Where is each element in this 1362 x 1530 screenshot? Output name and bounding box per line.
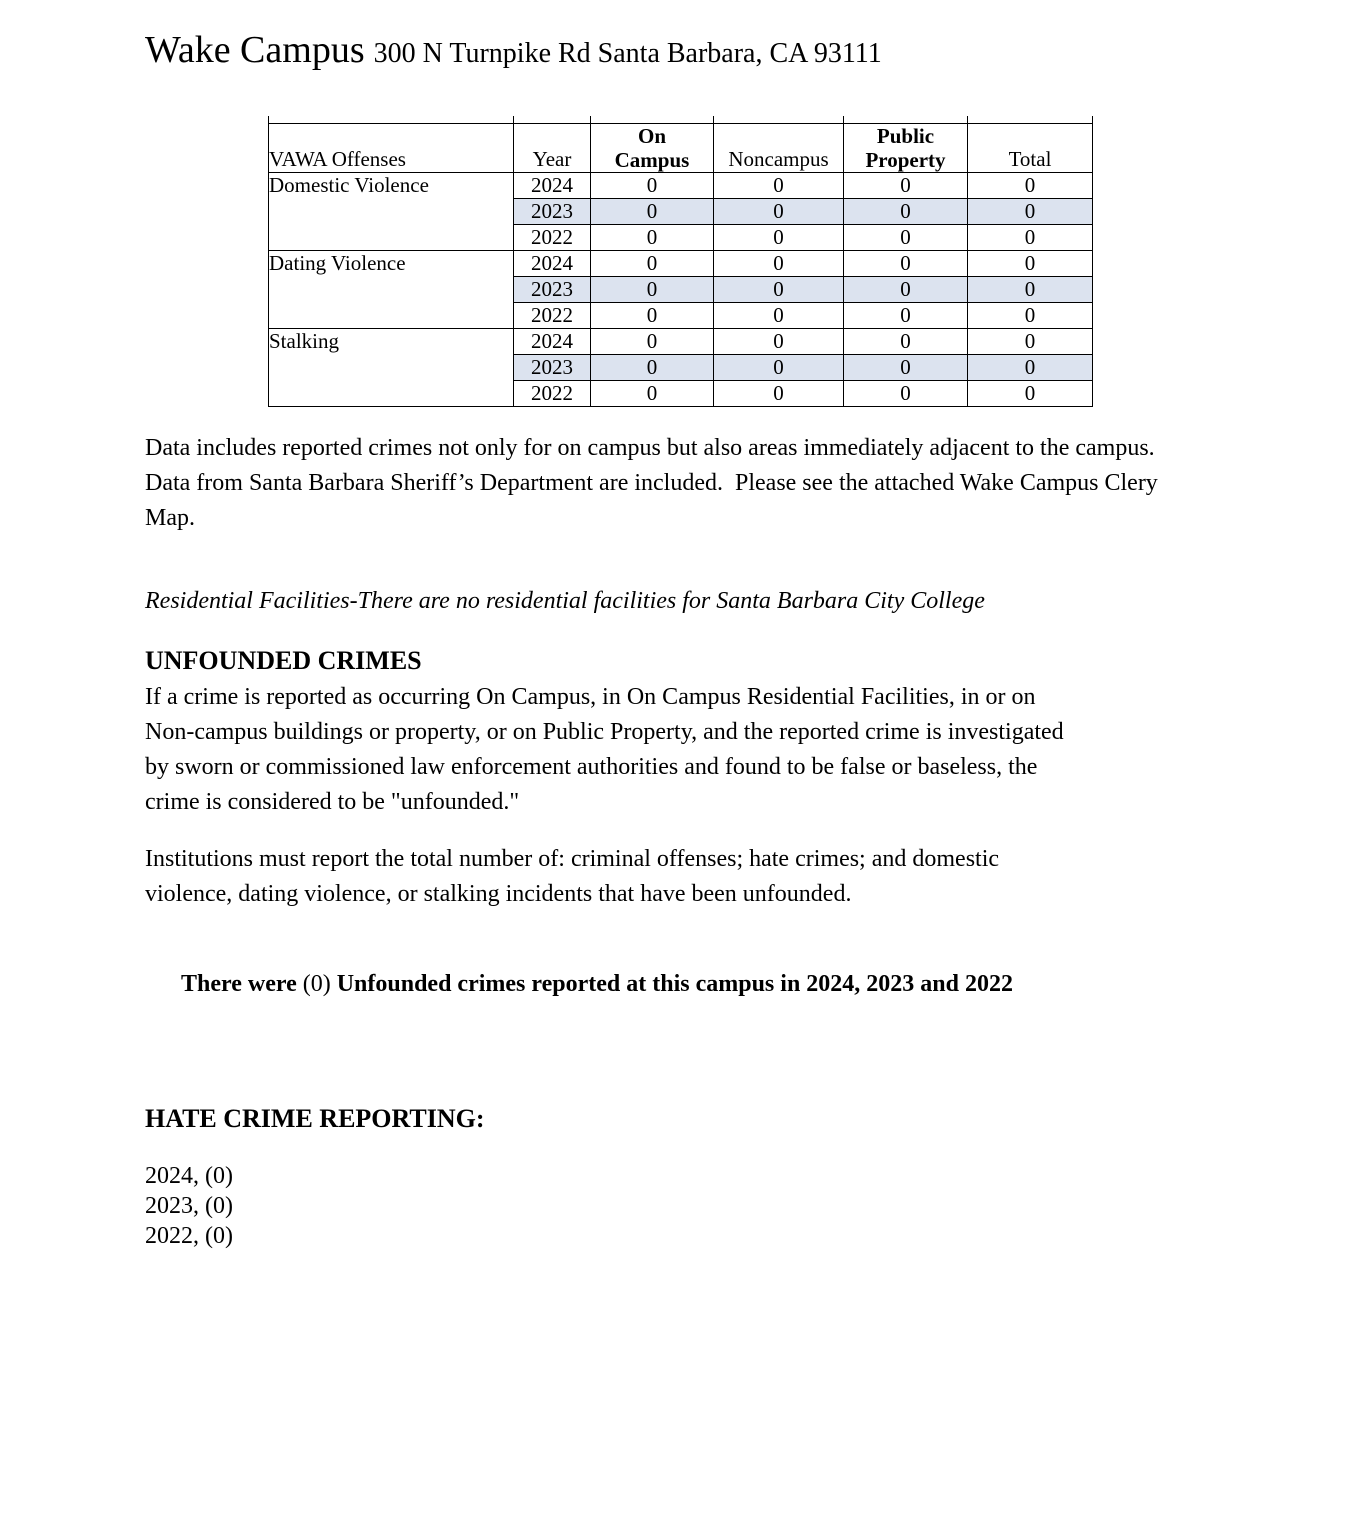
data-note-paragraph: [145, 431, 1262, 536]
on-campus-cell: 0: [591, 173, 714, 199]
header-vawa-offenses: VAWA Offenses: [269, 124, 514, 173]
campus-name: Wake Campus: [145, 29, 365, 71]
table-row: [269, 251, 1093, 277]
document-title: [145, 28, 1262, 80]
offense-label-domestic-violence: Domestic Violence: [269, 173, 514, 251]
unfounded-summary-line: [145, 932, 1262, 1037]
header-public-property-line2: Property: [865, 148, 946, 172]
vawa-offenses-table: [268, 116, 1093, 407]
year-cell: 2024: [514, 173, 591, 199]
hate-crime-reporting-heading: HATE CRIME REPORTING:: [145, 1104, 485, 1133]
noncampus-cell: 0: [714, 381, 844, 407]
header-on-campus: [591, 124, 714, 173]
public-property-cell: 0: [844, 329, 968, 355]
total-cell: 0: [968, 303, 1093, 329]
hate-crime-years-list: [145, 1161, 1262, 1251]
hate-year-line: 2023, (0): [145, 1193, 233, 1219]
institutions-line: Institutions must report the total number of: criminal offenses; hate crimes; and domestic: [145, 846, 1000, 872]
on-campus-cell: 0: [591, 355, 714, 381]
public-property-cell: 0: [844, 251, 968, 277]
header-public-property: [844, 124, 968, 173]
noncampus-cell: 0: [714, 355, 844, 381]
noncampus-cell: 0: [714, 225, 844, 251]
public-property-cell: 0: [844, 355, 968, 381]
on-campus-cell: 0: [591, 225, 714, 251]
public-property-cell: 0: [844, 225, 968, 251]
table-row: [269, 329, 1093, 355]
public-property-cell: 0: [844, 199, 968, 225]
year-cell: 2022: [514, 381, 591, 407]
public-property-cell: 0: [844, 381, 968, 407]
on-campus-cell: 0: [591, 277, 714, 303]
residential-facilities-note: Residential Facilities-There are no residential facilities for Santa Barbara City College: [145, 588, 985, 614]
year-cell: 2022: [514, 225, 591, 251]
unfounded-crimes-heading: UNFOUNDED CRIMES: [145, 646, 422, 675]
unfounded-line: Non-campus buildings or property, or on Public Property, and the reported crime is investigated: [145, 719, 1064, 745]
header-public-property-line1: Public: [876, 124, 935, 148]
year-cell: 2024: [514, 329, 591, 355]
table-row: [269, 173, 1093, 199]
noncampus-cell: 0: [714, 303, 844, 329]
data-note-line: Data includes reported crimes not only for on campus but also areas immediately adjacent to the campus.: [145, 435, 1155, 461]
on-campus-cell: 0: [591, 303, 714, 329]
on-campus-cell: 0: [591, 251, 714, 277]
noncampus-cell: 0: [714, 199, 844, 225]
year-cell: 2023: [514, 355, 591, 381]
noncampus-cell: 0: [714, 277, 844, 303]
on-campus-cell: 0: [591, 199, 714, 225]
table-phantom-row: [269, 116, 1093, 124]
hate-year-line: 2024, (0): [145, 1163, 233, 1189]
unfounded-line: crime is considered to be "unfounded.": [145, 789, 520, 815]
hate-year-line: 2022, (0): [145, 1223, 233, 1249]
unfounded-line: If a crime is reported as occurring On Campus, in On Campus Residential Facilities, in or on: [145, 684, 1036, 710]
on-campus-cell: 0: [591, 381, 714, 407]
table-header-row: [269, 124, 1093, 173]
noncampus-cell: 0: [714, 251, 844, 277]
public-property-cell: 0: [844, 303, 968, 329]
unfounded-crimes-paragraph: [145, 680, 1262, 820]
year-cell: 2023: [514, 277, 591, 303]
offense-label-dating-violence: Dating Violence: [269, 251, 514, 329]
summary-count: (0): [302, 971, 331, 997]
on-campus-cell: 0: [591, 329, 714, 355]
summary-suffix: Unfounded crimes reported at this campus in 2024, 2023 and 2022: [330, 971, 1013, 997]
summary-prefix: There were: [181, 971, 303, 997]
total-cell: 0: [968, 355, 1093, 381]
total-cell: 0: [968, 381, 1093, 407]
noncampus-cell: 0: [714, 329, 844, 355]
header-total: Total: [968, 124, 1093, 173]
public-property-cell: 0: [844, 277, 968, 303]
header-noncampus: Noncampus: [714, 124, 844, 173]
data-note-line: Map.: [145, 505, 195, 531]
header-year: Year: [514, 124, 591, 173]
total-cell: 0: [968, 173, 1093, 199]
total-cell: 0: [968, 251, 1093, 277]
header-on-campus-line2: Campus: [614, 148, 690, 172]
institutions-paragraph: [145, 842, 1262, 912]
year-cell: 2022: [514, 303, 591, 329]
noncampus-cell: 0: [714, 173, 844, 199]
public-property-cell: 0: [844, 173, 968, 199]
data-note-line: Data from Santa Barbara Sheriff’s Department are included. Please see the attached Wake Campus Clery: [145, 470, 1158, 496]
year-cell: 2023: [514, 199, 591, 225]
year-cell: 2024: [514, 251, 591, 277]
offense-label-stalking: Stalking: [269, 329, 514, 407]
unfounded-line: by sworn or commissioned law enforcement authorities and found to be false or baseless, the: [145, 754, 1038, 780]
total-cell: 0: [968, 199, 1093, 225]
header-on-campus-line1: On: [637, 124, 666, 148]
total-cell: 0: [968, 277, 1093, 303]
campus-address: 300 N Turnpike Rd Santa Barbara, CA 93111: [373, 38, 882, 69]
total-cell: 0: [968, 329, 1093, 355]
total-cell: 0: [968, 225, 1093, 251]
institutions-line: violence, dating violence, or stalking incidents that have been unfounded.: [145, 881, 852, 907]
